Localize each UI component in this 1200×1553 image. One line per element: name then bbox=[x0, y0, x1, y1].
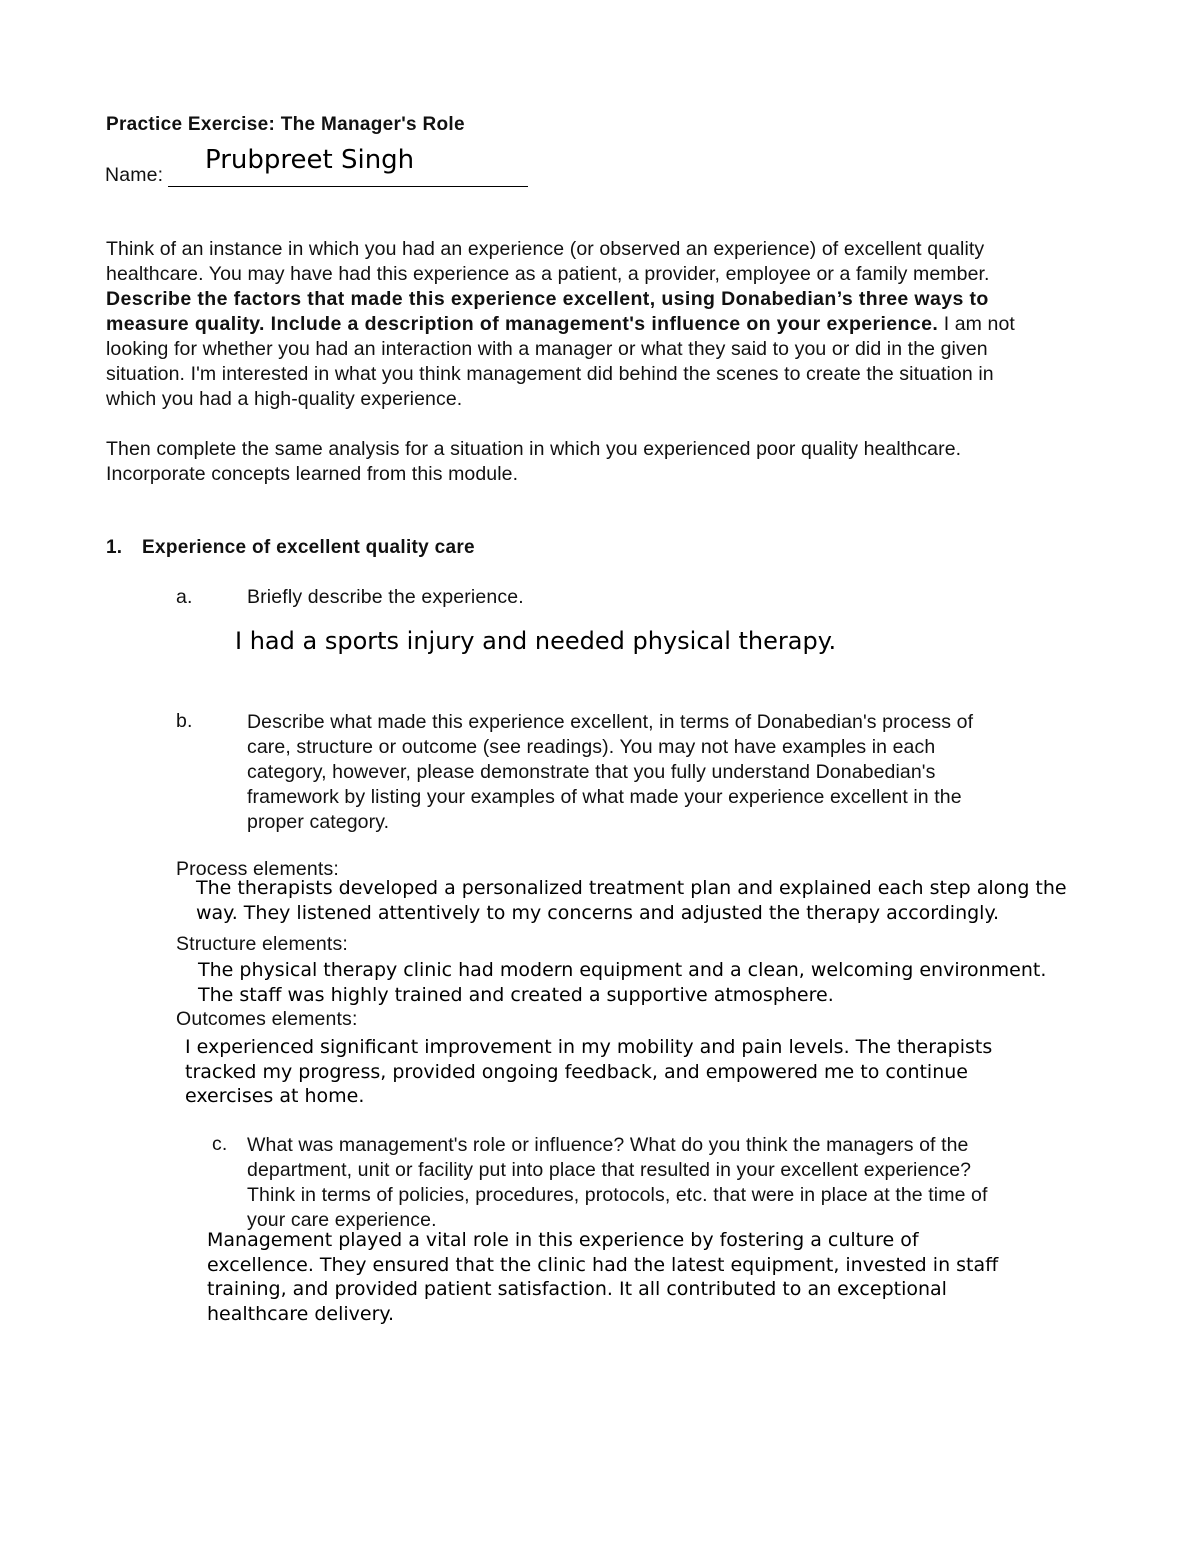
structure-label: Structure elements: bbox=[176, 933, 348, 955]
answer-line: exercises at home. bbox=[185, 1085, 365, 1107]
section-number: 1. bbox=[106, 537, 123, 558]
question-line: category, however, please demonstrate that you fully understand Donabedian's bbox=[247, 761, 936, 783]
question-line: care, structure or outcome (see readings). You may not have examples in each bbox=[247, 736, 936, 758]
item-b-question bbox=[247, 710, 1087, 835]
intro-line: Think of an instance in which you had an experience (or observed an experience) of excellent quality bbox=[106, 238, 985, 260]
intro-bold-line: Describe the factors that made this experience excellent, using Donabedian’s three ways to bbox=[106, 288, 989, 310]
item-a-answer[interactable]: I had a sports injury and needed physical therapy. bbox=[235, 627, 837, 655]
name-label: Name: bbox=[105, 164, 164, 186]
intro-paragraph bbox=[106, 237, 1096, 412]
answer-line: The staff was highly trained and created a supportive atmosphere. bbox=[198, 983, 834, 1006]
answer-line: tracked my progress, provided ongoing feedback, and empowered me to continue bbox=[185, 1060, 968, 1083]
question-line: What was management's role or influence? What do you think the managers of the bbox=[247, 1134, 969, 1156]
item-b-marker: b. bbox=[176, 710, 193, 732]
intro-bold-line: measure quality. Include a description of management's influence on your experience. I am not bbox=[106, 313, 1015, 335]
section-title: Experience of excellent quality care bbox=[142, 537, 475, 558]
intro-line: healthcare. You may have had this experience as a patient, a provider, employee or a family member. bbox=[106, 263, 990, 285]
answer-line: The physical therapy clinic had modern equipment and a clean, welcoming environment. bbox=[198, 959, 1047, 981]
name-underline bbox=[168, 186, 528, 187]
item-c-marker: c. bbox=[212, 1133, 228, 1155]
answer-line: I experienced significant improvement in my mobility and pain levels. The therapists bbox=[185, 1036, 993, 1058]
answer-line: Management played a vital role in this experience by fostering a culture of bbox=[207, 1229, 919, 1251]
question-line: Describe what made this experience excellent, in terms of Donabedian's process of bbox=[247, 711, 974, 733]
process-label: Process elements: bbox=[176, 858, 339, 880]
answer-line: training, and provided patient satisfaction. It all contributed to an exceptional bbox=[207, 1278, 947, 1300]
item-a-marker: a. bbox=[176, 586, 193, 608]
question-line: Think in terms of policies, procedures, protocols, etc. that were in place at the time of bbox=[247, 1184, 988, 1206]
item-c-question bbox=[247, 1133, 1087, 1233]
page-title: Practice Exercise: The Manager's Role bbox=[106, 114, 465, 135]
answer-line: way. They listened attentively to my concerns and adjusted the therapy accordingly. bbox=[196, 901, 1000, 924]
then-line: Incorporate concepts learned from this module. bbox=[106, 463, 519, 485]
question-line: department, unit or facility put into place that resulted in your excellent experience? bbox=[247, 1159, 972, 1181]
answer-line: healthcare delivery. bbox=[207, 1302, 394, 1325]
outcomes-answer[interactable] bbox=[185, 1035, 992, 1109]
item-a-question: Briefly describe the experience. bbox=[247, 586, 524, 608]
intro-line: situation. I'm interested in what you think management did behind the scenes to create the situation in bbox=[106, 363, 994, 385]
process-answer[interactable] bbox=[196, 876, 1067, 925]
management-answer[interactable] bbox=[207, 1228, 998, 1326]
then-line: Then complete the same analysis for a situation in which you experienced poor quality healthcare. bbox=[106, 438, 962, 460]
intro-line: looking for whether you had an interaction with a manager or what they said to you or did in the given bbox=[106, 338, 988, 360]
outcomes-label: Outcomes elements: bbox=[176, 1008, 358, 1030]
intro-line: which you had a high-quality experience. bbox=[106, 388, 463, 410]
question-line: your care experience. bbox=[247, 1209, 437, 1231]
question-line: framework by listing your examples of what made your experience excellent in the bbox=[247, 786, 962, 808]
answer-line: The therapists developed a personalized treatment plan and explained each step along the bbox=[196, 877, 1067, 899]
answer-line: excellence. They ensured that the clinic had the latest equipment, invested in staff bbox=[207, 1253, 999, 1276]
then-paragraph bbox=[106, 437, 1096, 487]
name-field[interactable]: Prubpreet Singh bbox=[205, 145, 415, 175]
structure-answer[interactable] bbox=[198, 958, 1046, 1007]
question-line: proper category. bbox=[247, 811, 390, 833]
